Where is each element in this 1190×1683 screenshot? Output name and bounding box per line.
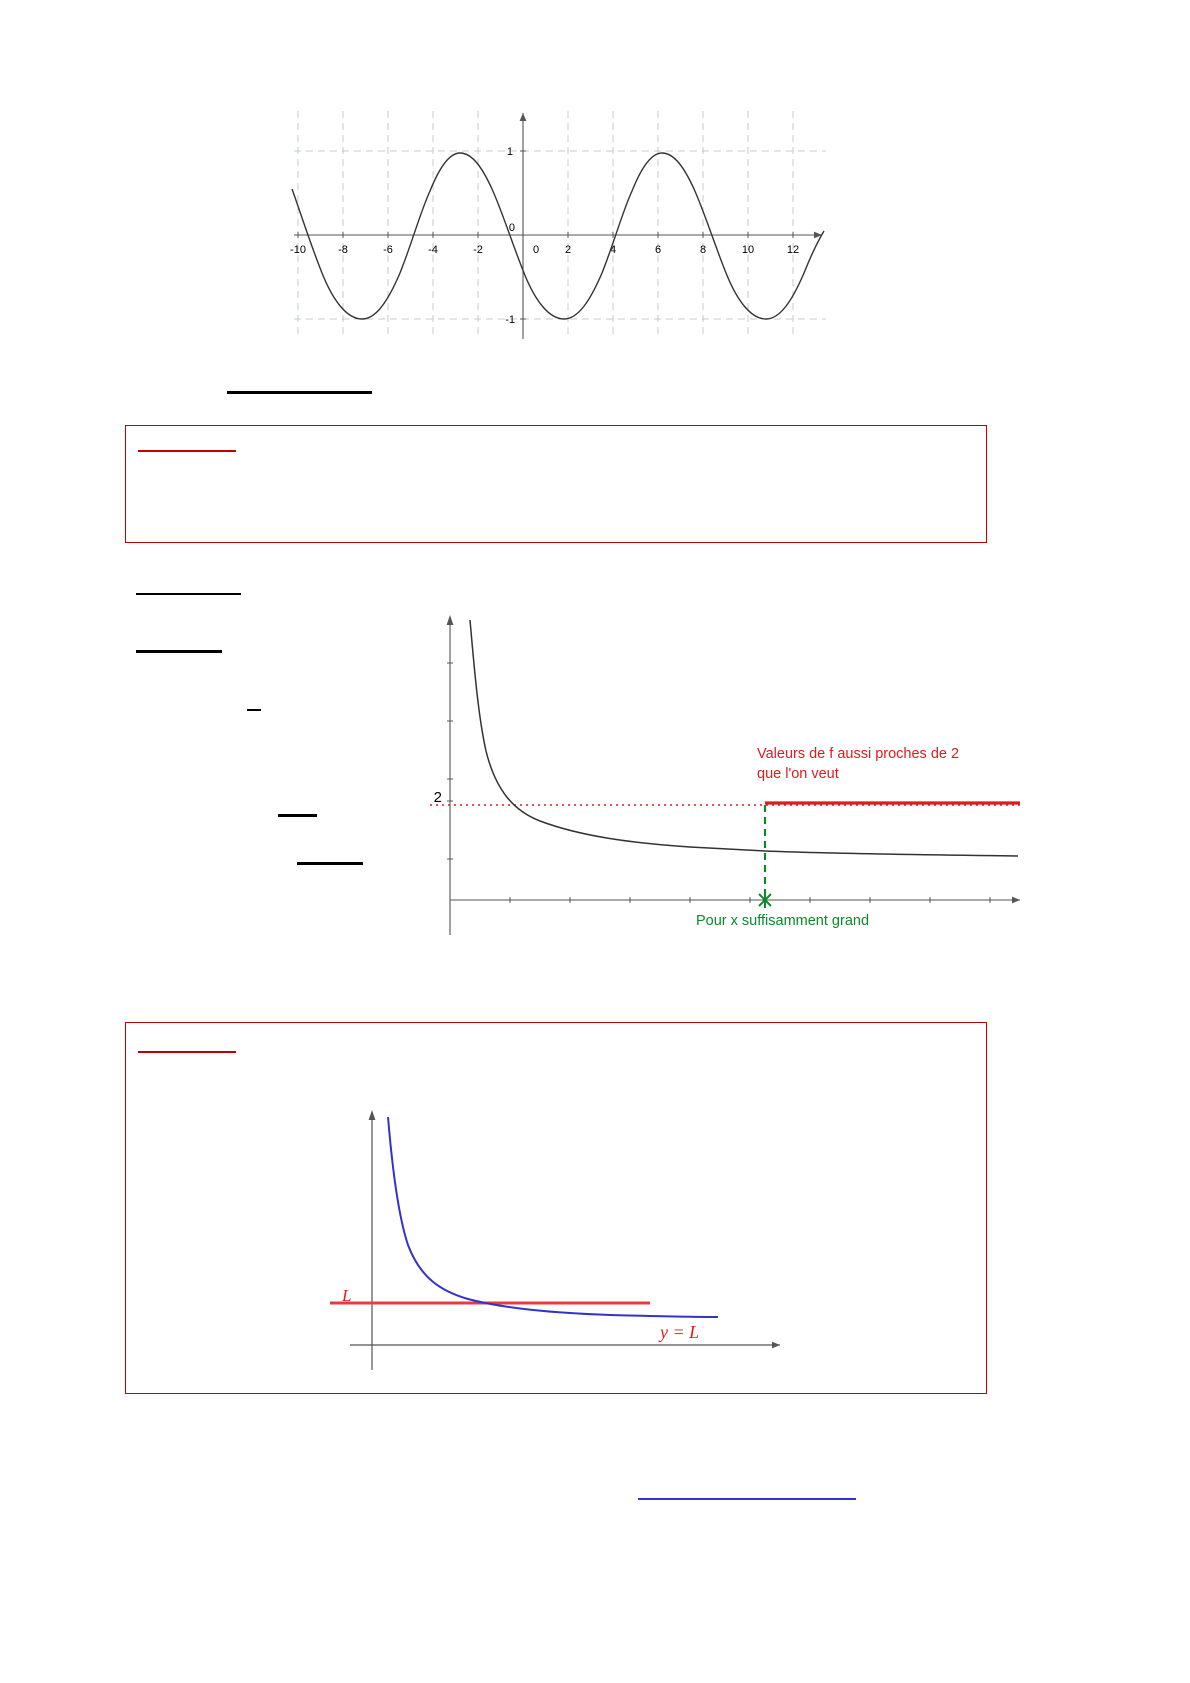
tick-x-6: 6 xyxy=(654,244,662,256)
tick-x-2: 2 xyxy=(564,244,572,256)
figure-limit-graph xyxy=(420,605,1035,940)
redacted-rule-6 xyxy=(297,862,363,865)
annotation-values-line2: que l'on veut xyxy=(757,766,839,782)
redacted-rule-5 xyxy=(278,814,317,817)
redacted-rule-1 xyxy=(227,391,372,394)
limit-curve xyxy=(470,620,1018,856)
tick-x--4: -4 xyxy=(428,244,438,256)
redacted-rule-4 xyxy=(247,709,261,711)
tick-y-1: 1 xyxy=(506,146,513,158)
label-y-2: 2 xyxy=(433,789,442,806)
tick-x--10: -10 xyxy=(290,244,306,256)
tick-x-0: 0 xyxy=(532,244,540,256)
tick-x-12: 12 xyxy=(786,244,800,256)
redacted-rule-2 xyxy=(136,593,241,595)
box1-heading-rule xyxy=(138,450,236,452)
redacted-rule-3 xyxy=(136,650,222,653)
box2-heading-rule xyxy=(138,1051,236,1053)
figure-L-graph xyxy=(320,1105,800,1380)
tick-x-8: 8 xyxy=(699,244,707,256)
annotation-x-large: Pour x suffisamment grand xyxy=(696,913,870,929)
curve-blue xyxy=(388,1117,718,1317)
sine-curve xyxy=(292,153,824,319)
annotation-values-line1: Valeurs de f aussi proches de 2 xyxy=(757,746,960,762)
tick-x--6: -6 xyxy=(383,244,393,256)
figure-sine-graph xyxy=(288,103,833,348)
tick-x-4: 4 xyxy=(609,244,617,256)
label-y-equals-L: y = L xyxy=(660,1322,700,1342)
tick-y--1: -1 xyxy=(505,314,515,326)
tick-x--2: -2 xyxy=(473,244,483,256)
label-L: L xyxy=(342,1286,352,1305)
tick-y-0: 0 xyxy=(508,222,515,234)
tick-x--8: -8 xyxy=(338,244,348,256)
footer-rule xyxy=(638,1498,856,1500)
tick-x-10: 10 xyxy=(741,244,755,256)
definition-box-1 xyxy=(125,425,987,543)
